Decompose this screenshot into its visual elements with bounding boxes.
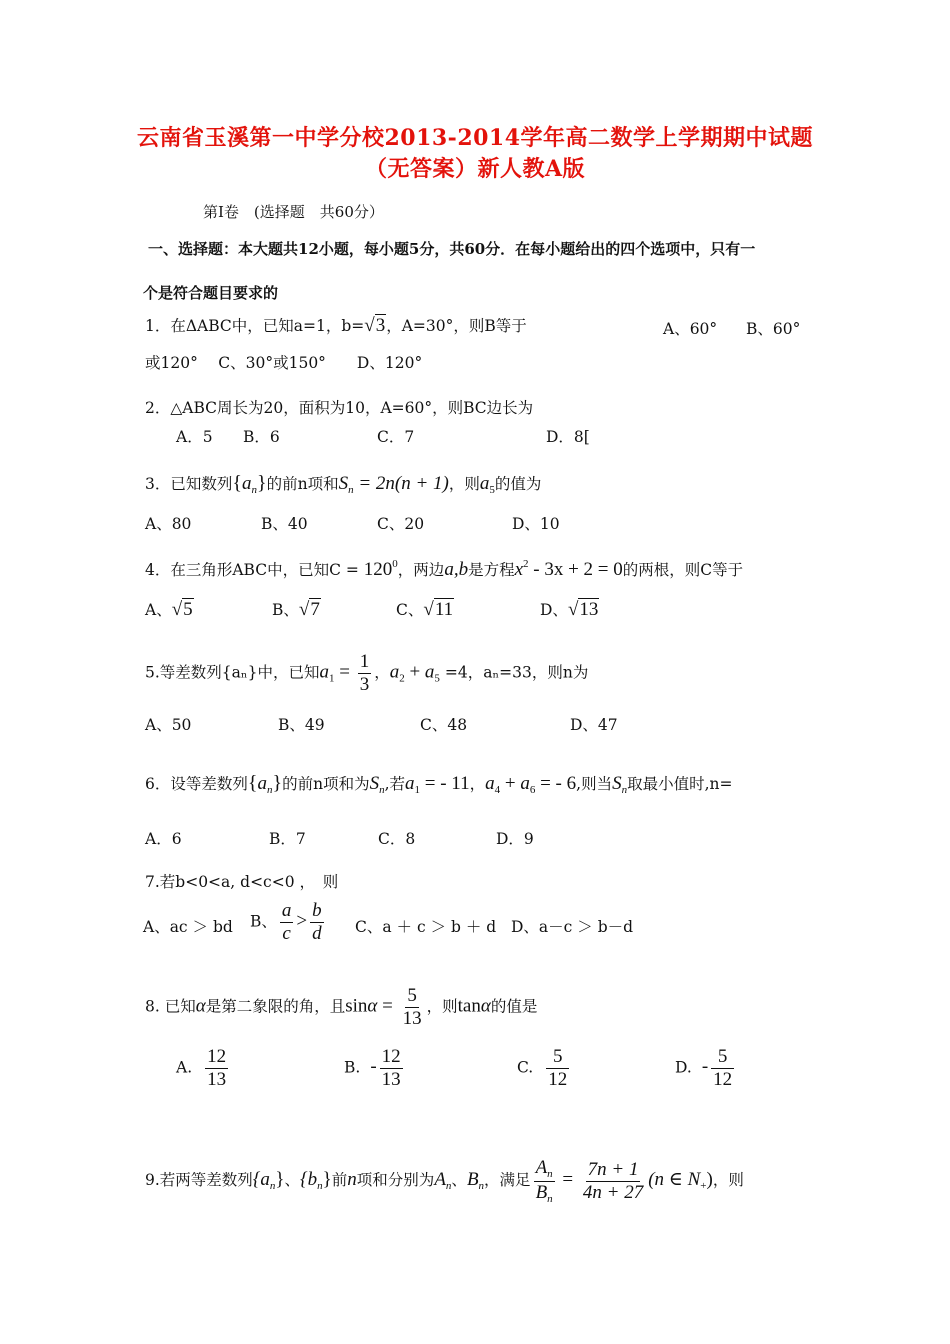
q6-option-a: A．6 [145,830,182,848]
q1-stem-b: ，A=30°，则B等于 [386,317,527,335]
q2-option-d: D．8[ [546,428,590,446]
question-3: 3．已知数列$\{a_n\}$的前n项和$S_n = 2n(n + 1)$，则$a_5$的值为 [145,472,542,496]
question-2: 2．△ABC周长为20，面积为10，A=60°，则BC边长为 [145,399,534,417]
q3-option-b: B、40 [261,515,308,533]
q4-option-d: D、√13 [540,599,599,620]
q5-option-b: B、49 [278,716,325,734]
q7-option-a: A、ac ＞ bd [143,918,233,936]
q1-line-2: 或120° C、30°或150° D、120° [145,354,423,372]
q3-option-d: D、10 [512,515,560,533]
q7-option-c: C、a ＋ c ＞ b ＋ d [355,918,497,936]
question-4: 4．在三角形ABC中，已知$C = 120^0$，两边a,b是方程$x^2 - 3x + 2 = 0$的两根，则C等于 [145,558,744,580]
sqrt-3: √3 [364,315,386,336]
q2-option-a: A．5 [176,428,213,446]
q6-option-c: C．8 [378,830,416,848]
q3-option-c: C、20 [377,515,425,533]
q6-option-d: D．9 [496,830,534,848]
instruction-line-1: 一、选择题：本大题共12小题，每小题5分，共60分．在每小题给出的四个选项中，只有一 [148,240,756,258]
question-5: 5.等差数列{aₙ}中，已知$a_1$ = $\frac{1}{3}$ ，$a_2 + a_5 =4$，aₙ=33，则n为 [145,651,589,695]
q5-fraction: $\frac{1}{3}$ [359,651,370,695]
q7-option-b: B、 $\frac{a}{c}$ > $\frac{b}{d}$ [250,900,322,944]
question-6: 6．设等差数列$\{a_n\}$的前n项和为$S_n$,若$a_1$ = - 11，$a_4 + a_6$ = - 6,则当$S_n$取最小值时,n= [145,772,733,796]
q1-option-a: A、60° [663,320,718,338]
q4-option-b: B、√7 [272,599,320,620]
q6-option-b: B．7 [269,830,306,848]
q3-option-a: A、80 [145,515,192,533]
q2-option-c: C．7 [377,428,415,446]
q8-option-a: A. $\frac{12}{13}$ [176,1046,227,1090]
q4-option-a: A、√5 [145,599,193,620]
q8-option-b: B. - $\frac{12}{13}$ [344,1046,401,1090]
q5-option-a: A、50 [145,716,192,734]
question-8: 8. 已知α是第二象限的角，且sinα = $\frac{5}{13}$ ，则tanα的值是 [145,985,538,1029]
section-header: 第Ⅰ卷 (选择题 共60分） [203,203,384,221]
q2-option-b: B．6 [243,428,280,446]
instruction-line-2: 个是符合题目要求的 [143,284,279,302]
q8-fraction: $\frac{5}{13}$ [402,985,422,1029]
q1-stem-a: 1．在ΔABC中，已知a=1，b= [145,317,365,335]
q1-option-b: B、60° [746,320,801,338]
q9-rhs-fraction: $\frac{7n + 1}{4n + 27}$ [582,1158,644,1203]
q8-option-d: D. - $\frac{5}{12}$ [675,1046,733,1090]
title-line-1: 云南省玉溪第一中学分校2013-2014学年高二数学上学期期中试题 [136,125,814,151]
q5-option-d: D、47 [570,716,618,734]
question-7: 7.若b<0<a, d<c<0 ， 则 [145,873,339,891]
question-9: 9.若两等差数列$\{a_n\}$、$\{b_n\}$前n项和分别为$A_n$、$B_n$，满足 $\frac{A_n}{B_n}$ = $\frac{7n + 1}{4n + 27}$ (n ∈ $N_+$)，则 [145,1157,744,1205]
q8-option-c: C. $\frac{5}{12}$ [517,1046,568,1090]
title-line-2: （无答案）新人教A版 [364,156,586,182]
question-1 [145,314,527,337]
q9-lhs-fraction: $\frac{A_n}{B_n}$ [535,1157,553,1205]
q7-option-d: D、a－c ＞ b－d [511,918,634,936]
q4-option-c: C、√11 [396,599,454,620]
q5-option-c: C、48 [420,716,468,734]
